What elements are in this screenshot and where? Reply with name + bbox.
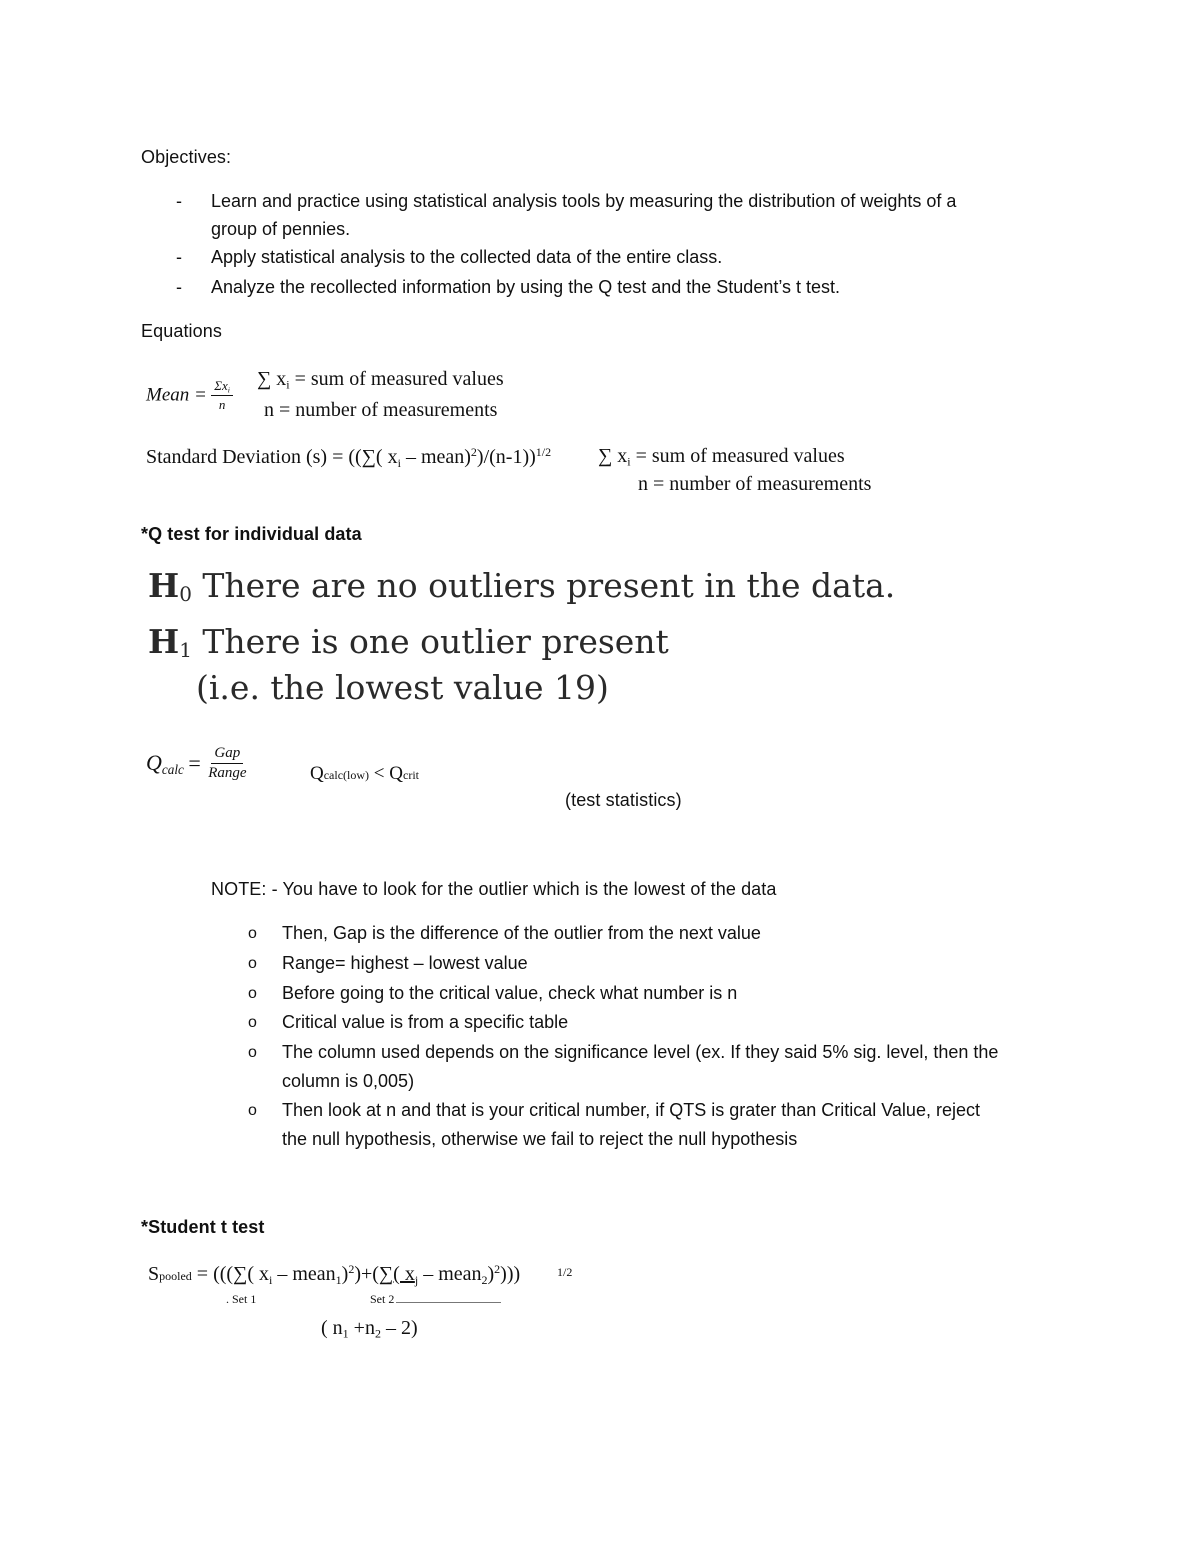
q-low-sub: calc(low) <box>323 768 370 782</box>
den-part: – 2) <box>380 1317 418 1339</box>
qcalc-formula <box>146 745 250 782</box>
den-part: +n <box>348 1317 375 1339</box>
bullet-circle: o <box>248 1102 257 1119</box>
formula-part: – mean <box>272 1263 336 1286</box>
qcalc-sub: calc <box>161 761 184 777</box>
note-text: NOTE: - You have to look for the outlier which is the lowest of the data <box>211 879 777 899</box>
den-sub: 1 <box>342 1326 349 1341</box>
mean-def-n: n = number of measurements <box>264 399 498 421</box>
s-label: S <box>148 1263 160 1286</box>
objective-item-continued: group of pennies. <box>211 219 351 239</box>
note-item: Then look at n and that is your critical number, if QTS is grater than Critical Value, reject <box>282 1100 980 1120</box>
h1-text: There is one outlier present <box>202 622 669 661</box>
fraction-line <box>396 1302 501 1303</box>
note-item: Critical value is from a specific table <box>282 1012 569 1032</box>
bullet-circle: o <box>248 1044 257 1061</box>
s-sub: pooled <box>159 1269 192 1284</box>
h0-text: There are no outliers present in the data. <box>202 566 896 605</box>
mean-denominator: n <box>218 397 226 413</box>
note-item-continued: the null hypothesis, otherwise we fail to reject the null hypothesis <box>282 1129 798 1149</box>
test-statistics-label: (test statistics) <box>565 790 682 810</box>
objective-item: Learn and practice using statistical analysis tools by measuring the distribution of weights of a <box>211 191 957 211</box>
std-part: – mean) <box>400 446 471 469</box>
bullet-circle: o <box>248 955 257 972</box>
note-item: Before going to the critical value, check what number is n <box>282 983 738 1003</box>
s-equals: = <box>191 1263 214 1286</box>
note-item-continued: column is 0,005) <box>282 1071 415 1091</box>
std-def-sum <box>598 445 845 470</box>
set1-label: . Set 1 <box>226 1292 257 1306</box>
std-part: )/(n-1)) <box>476 446 536 469</box>
bullet-dash: - <box>176 191 182 211</box>
qcalc-numerator: Gap <box>211 745 243 764</box>
formula-sup: 2 <box>348 1262 355 1276</box>
spooled-formula <box>148 1262 520 1288</box>
equations-heading: Equations <box>141 321 222 341</box>
formula-sub: i <box>268 1272 273 1287</box>
sum-symbol: ∑ x <box>257 368 287 390</box>
less-than: < <box>373 763 385 784</box>
objective-item: Analyze the recollected information by using the Q test and the Student’s t test. <box>211 277 841 297</box>
formula-part: ))) <box>500 1263 521 1286</box>
den-part: ( n <box>321 1317 343 1339</box>
h0-sub: 0 <box>179 582 192 606</box>
spooled-exponent: 1/2 <box>557 1265 573 1279</box>
objectives-heading: Objectives: <box>141 147 232 167</box>
formula-part: ) <box>487 1263 495 1286</box>
hypothesis-h1-detail: (i.e. the lowest value 19) <box>196 668 609 707</box>
set2-label: Set 2 <box>370 1292 395 1306</box>
bullet-dash: - <box>176 277 182 297</box>
std-exponent: 1/2 <box>535 445 552 459</box>
qcalc-denominator: Range <box>208 765 247 781</box>
qcalc-fraction <box>205 745 249 782</box>
q-low: Q <box>310 763 324 784</box>
qcalc-equals: = <box>188 750 201 776</box>
qtest-heading: *Q test for individual data <box>141 524 362 544</box>
bullet-circle: o <box>248 985 257 1002</box>
note-item: Then, Gap is the difference of the outlier from the next value <box>282 923 761 943</box>
mean-lhs: Mean = <box>146 384 207 406</box>
formula-sup: 2 <box>494 1262 501 1276</box>
note-item: Range= highest – lowest value <box>282 953 528 973</box>
std-formula <box>146 445 551 471</box>
mean-fraction <box>211 378 233 413</box>
mean-formula <box>146 378 233 413</box>
formula-part: (((∑( x <box>213 1263 269 1286</box>
std-part: Standard Deviation (s) = ((∑( x <box>146 446 398 469</box>
spooled-denominator <box>321 1317 418 1342</box>
sum-subscript: i <box>627 454 631 469</box>
std-subscript: i <box>397 455 401 470</box>
bullet-circle: o <box>248 1014 257 1031</box>
q-crit-sub: crit <box>403 768 419 782</box>
formula-part: )+( <box>354 1263 379 1286</box>
sum-definition: = sum of measured values <box>630 445 845 467</box>
formula-part: – mean <box>418 1263 482 1286</box>
formula-part: ∑( x <box>378 1263 415 1286</box>
std-square: 2 <box>470 445 477 459</box>
sum-definition: = sum of measured values <box>289 368 504 390</box>
formula-part: ) <box>341 1263 349 1286</box>
hypothesis-h0 <box>148 566 895 606</box>
sum-subscript: i <box>286 377 290 392</box>
note-item: The column used depends on the significance level (ex. If they said 5% sig. level, then the <box>282 1042 999 1062</box>
hypothesis-h1 <box>148 622 669 662</box>
formula-sub: j <box>414 1272 419 1287</box>
formula-sub: 2 <box>481 1272 488 1287</box>
den-sub: 2 <box>374 1326 381 1341</box>
std-def-n: n = number of measurements <box>638 473 872 495</box>
h0-label: H <box>148 566 180 605</box>
objective-item: Apply statistical analysis to the collected data of the entire class. <box>211 247 723 267</box>
q-crit: Q <box>389 763 403 784</box>
h1-sub: 1 <box>179 638 192 662</box>
mean-def-sum <box>257 368 504 393</box>
qcalc-q: Q <box>146 749 162 775</box>
sum-symbol: ∑ x <box>598 445 628 467</box>
h1-label: H <box>148 622 180 661</box>
bullet-circle: o <box>248 925 257 942</box>
bullet-dash: - <box>176 247 182 267</box>
mean-numerator-sub: i <box>227 385 230 395</box>
ttest-heading: *Student t test <box>141 1217 265 1237</box>
mean-numerator: Σx <box>214 378 228 393</box>
qcalc-comparison <box>310 763 419 785</box>
formula-sub: 1 <box>335 1272 342 1287</box>
